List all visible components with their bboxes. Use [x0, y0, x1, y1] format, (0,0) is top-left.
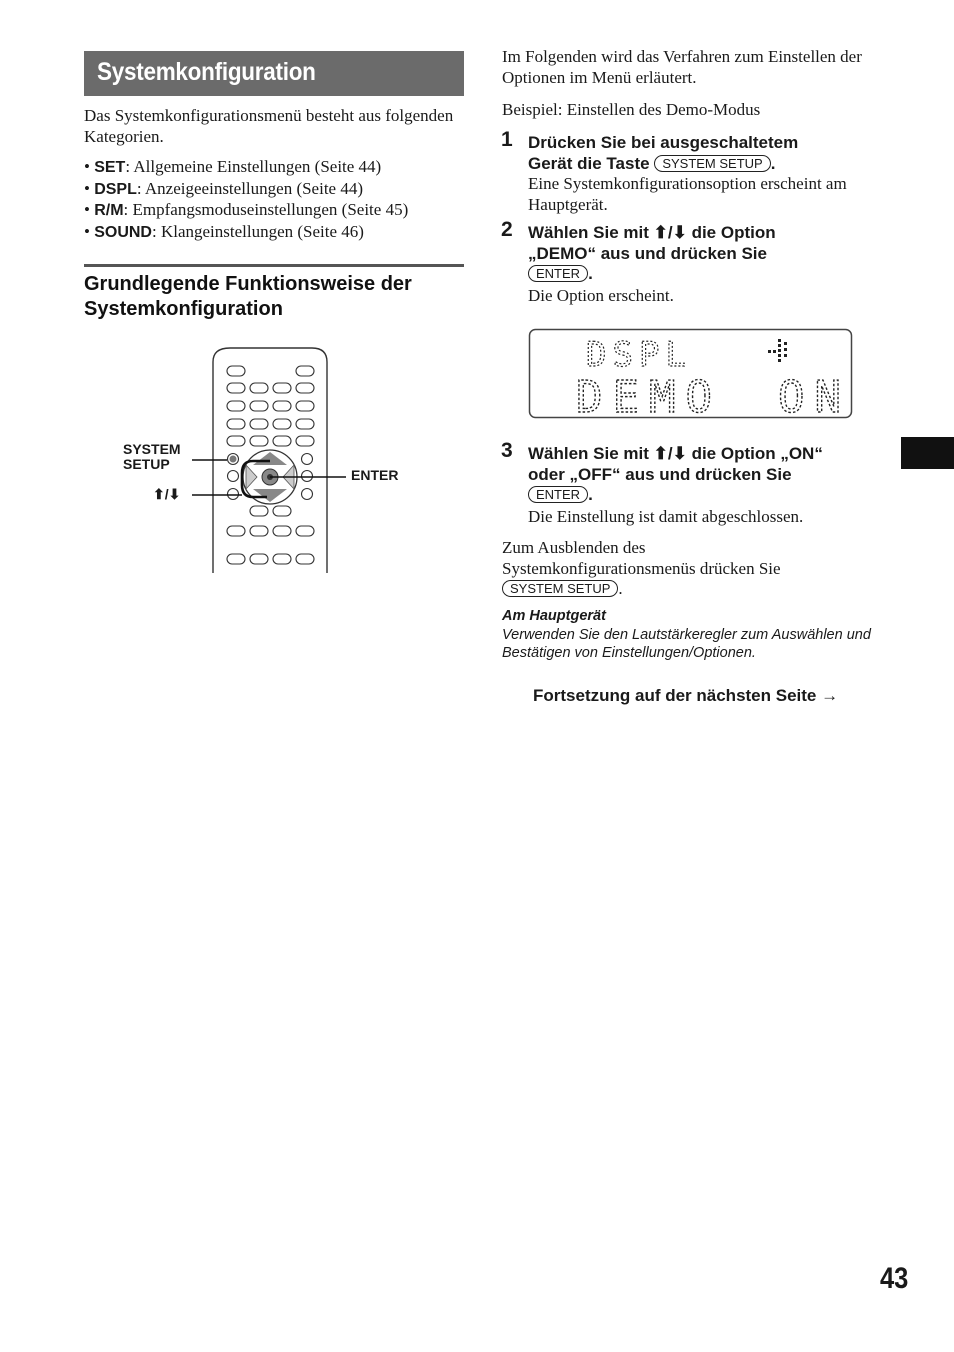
section-divider: [84, 264, 464, 267]
lcd-row-1: DSPL: [586, 335, 692, 375]
lcd-row-2-right: ON: [778, 372, 851, 420]
system-setup-key: SYSTEM SETUP: [502, 580, 618, 597]
enter-key: ENTER: [528, 265, 588, 282]
step-number: 3: [501, 439, 513, 462]
step-1-instruction: Drücken Sie bei ausgeschaltetem Gerät die Taste SYSTEM SETUP .: [528, 133, 799, 173]
step-2-instruction: Wählen Sie mit ⬆/⬇ die Option „DEMO“ aus und drücken Sie ENTER .: [528, 223, 776, 283]
step-2-description: Die Option erscheint.: [528, 286, 674, 305]
step-number: 1: [501, 128, 513, 151]
label-setup: SETUP: [123, 456, 170, 472]
system-setup-key: SYSTEM SETUP: [654, 155, 770, 172]
step-3-instruction: Wählen Sie mit ⬆/⬇ die Option „ON“ oder „OFF“ aus und drücken Sie ENTER .: [528, 444, 823, 504]
enter-key: ENTER: [528, 486, 588, 503]
chapter-tab: [901, 437, 954, 469]
note-body: Verwenden Sie den Lautstärkeregler zum Auswählen und Bestätigen von Einstellungen/Optionen.: [502, 627, 871, 661]
label-system: SYSTEM: [123, 441, 181, 457]
list-item: • SOUND: Klangeinstellungen (Seite 46): [84, 221, 364, 241]
step-number: 2: [501, 218, 513, 241]
example-line: Beispiel: Einstellen des Demo-Modus: [502, 100, 761, 119]
list-item: • SET: Allgemeine Einstellungen (Seite 44): [84, 157, 382, 176]
list-item: • R/M: Empfangsmoduseinstellungen (Seite 45): [84, 200, 409, 219]
list-item: • DSPL: Anzeigeeinstellungen (Seite 44): [84, 178, 364, 198]
label-up-down: ⬆/⬇: [153, 486, 181, 502]
step-3-description: Die Einstellung ist damit abgeschlossen.: [528, 507, 804, 526]
lcd-row-2-left: DEMO: [576, 372, 722, 420]
page-number: 43: [880, 1262, 909, 1295]
category-list: [84, 157, 474, 243]
note-heading: Am Hauptgerät: [502, 608, 606, 624]
label-enter: ENTER: [351, 467, 399, 483]
subheading: Grundlegende Funktionsweise der Systemkonfiguration: [84, 273, 412, 320]
step-1-description: Eine Systemkonfigurationsoption erscheint am Hauptgerät.: [528, 174, 847, 214]
section-title: Systemkonfiguration: [97, 58, 316, 86]
continued-link: Fortsetzung auf der nächsten Seite →: [533, 686, 839, 705]
hide-menu-text: Zum Ausblenden des Systemkonfigurationsmenüs drücken Sie SYSTEM SETUP .: [502, 538, 781, 598]
intro-paragraph: Das Systemkonfigurationsmenü besteht aus folgenden Kategorien.: [84, 106, 454, 146]
lcd-display: [528, 328, 854, 420]
section-title-bar: [84, 51, 464, 96]
right-intro: Im Folgenden wird das Verfahren zum Einstellen der Optionen im Menü erläutert.: [502, 47, 862, 87]
